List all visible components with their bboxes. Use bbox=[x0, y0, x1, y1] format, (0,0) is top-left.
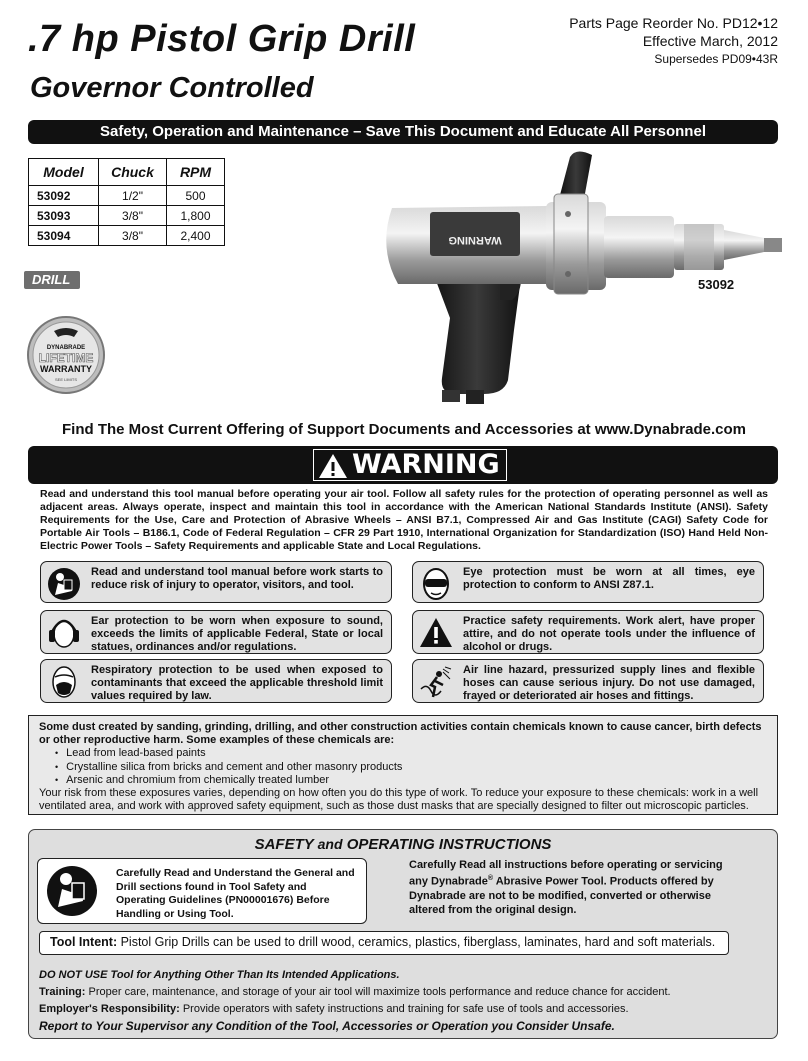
warranty-line2: WARRANTY bbox=[40, 364, 92, 374]
col-chuck: Chuck bbox=[99, 159, 167, 186]
spec-header-row bbox=[29, 159, 225, 186]
warning-card-text: Practice safety requirements. Work alert, have proper attire, and do not operate tools under the influence of alcohol or drugs. bbox=[463, 615, 755, 653]
lifetime-warranty-badge bbox=[26, 315, 106, 395]
supersedes: Supersedes PD09•43R bbox=[654, 52, 778, 66]
report-line: Report to Your Supervisor any Condition of the Tool, Accessories or Operation you Consider Unsafe. bbox=[39, 1019, 615, 1033]
ear-protection-icon bbox=[47, 616, 81, 650]
carefully-text-a: Carefully Read all instructions before operating or servicing any Dynabrade bbox=[409, 859, 723, 888]
chemical-list bbox=[39, 747, 767, 787]
alert-triangle-icon bbox=[419, 616, 453, 650]
reorder-number: Parts Page Reorder No. PD12•12 bbox=[569, 15, 778, 31]
cell-model: 53093 bbox=[29, 206, 99, 226]
tool-intent-box bbox=[39, 931, 729, 955]
tool-intent-text: Pistol Grip Drills can be used to drill wood, ceramics, plastics, fiberglass, laminates, hard and soft materials. bbox=[117, 935, 716, 949]
title-main: .7 hp Pistol Grip Drill bbox=[28, 18, 416, 60]
reorder-info bbox=[569, 14, 778, 68]
carefully-read-text bbox=[409, 858, 727, 917]
read-guidelines-box bbox=[37, 858, 367, 924]
drill-tag: DRILL bbox=[24, 271, 80, 289]
registered-mark: ® bbox=[487, 875, 494, 882]
warning-card-manual bbox=[40, 561, 392, 603]
warning-card-text: Air line hazard, pressurized supply lines and flexible hoses can cause serious injury. Do not use damaged, frayed or deteriorated air hoses and fittings. bbox=[463, 664, 755, 702]
cell-rpm: 1,800 bbox=[167, 206, 225, 226]
carefully-text-b: Abrasive Power Tool. Products offered by Dynabrade are not to be modified, converted or otherwise altered from the original design. bbox=[409, 875, 714, 916]
read-guidelines-text: Carefully Read and Understand the General and Drill sections found in Tool Safety and Operating Guidelines (PN00001676) Before Handling or Using Tool. bbox=[116, 867, 355, 920]
safety-heading-a: SAFETY bbox=[254, 836, 314, 853]
safety-instructions-panel bbox=[28, 829, 778, 1039]
warning-card-eye bbox=[412, 561, 764, 603]
tool-intent-label: Tool Intent: bbox=[50, 935, 118, 949]
safety-heading-b: OPERATING INSTRUCTIONS bbox=[346, 836, 552, 853]
title-sub: Governor Controlled bbox=[30, 72, 314, 104]
warning-card-alert bbox=[412, 610, 764, 654]
cell-model: 53092 bbox=[29, 186, 99, 206]
employer-text: Provide operators with safety instructions and training for safe use of tools and accessories. bbox=[179, 1003, 629, 1015]
dust-outro: Your risk from these exposures varies, depending on how often you do this type of work. To reduce your exposure to these chemicals: work in a well ventilated area, and work with approved safety equipment, such as those dust masks that are specially designed to filter out microscopic particles. bbox=[39, 787, 759, 813]
dust-warning-box bbox=[28, 715, 778, 815]
safety-glasses-icon bbox=[419, 567, 453, 601]
find-documents-line: Find The Most Current Offering of Support Documents and Accessories at www.Dynabrade.com bbox=[62, 421, 746, 438]
air-hose-hazard-icon bbox=[419, 665, 453, 699]
warranty-line3: SEE LIMITS bbox=[54, 377, 78, 382]
warranty-brand: DYNABRADE bbox=[46, 345, 86, 351]
list-item: • Arsenic and chromium from chemically treated lumber bbox=[55, 774, 767, 787]
warning-card-text: Respiratory protection to be used when exposed to contaminants that exceed the applicable threshold limit values required by law. bbox=[91, 664, 383, 702]
table-row bbox=[29, 226, 225, 246]
cell-rpm: 500 bbox=[167, 186, 225, 206]
product-model-number: 53092 bbox=[698, 277, 735, 292]
list-item: • Lead from lead-based paints bbox=[55, 747, 767, 760]
table-row bbox=[29, 206, 225, 226]
cell-rpm: 2,400 bbox=[167, 226, 225, 246]
effective-date: Effective March, 2012 bbox=[642, 33, 778, 49]
warning-card-respirator bbox=[40, 659, 392, 703]
safety-heading bbox=[29, 836, 777, 853]
dust-intro: Some dust created by sanding, grinding, drilling, and other construction activities contain chemicals known to cause cancer, birth defects or other reproductive harm. Some examples of these chemicals are: bbox=[39, 721, 762, 747]
employer-label: Employer's Responsibility: bbox=[39, 1003, 180, 1015]
manual-reader-icon bbox=[47, 567, 81, 601]
safety-lines bbox=[39, 967, 769, 1035]
training-text: Proper care, maintenance, and storage of your air tool will maximize tools performance and reduce chance for accident. bbox=[85, 986, 671, 998]
training-line bbox=[39, 984, 769, 1001]
warning-intro: Read and understand this tool manual before operating your air tool. Follow all safety rules for the protection of operating personnel as well as adjacent areas. Always operate, inspect and maintain this tool in accordance with the American National Standards Institute (ANSI). Safety Requirements for the Use, Care and Protection of Abrasive Wheels – ANSI B7.1, Compressed Air and Gas Institute (CAGI) Safety Code for Portable Air Tools – B186.1, Code of Federal Regulation – CFR 29 Part 1910, International Organization for Standardization (ISO) Hand Held Non-Electric Power Tools – Safety Requirements and applicable State and Local Regulations. bbox=[40, 488, 768, 552]
warning-card-text: Read and understand tool manual before work starts to reduce risk of injury to operator, visitors, and tool. bbox=[91, 566, 383, 591]
respirator-icon bbox=[47, 665, 81, 699]
warranty-line1: LIFETIME bbox=[38, 351, 94, 365]
warning-card-text: Eye protection must be worn at all times, eye protection to conform to ANSI Z87.1. bbox=[463, 566, 755, 591]
safety-banner: Safety, Operation and Maintenance – Save This Document and Educate All Personnel bbox=[28, 120, 778, 144]
manual-reader-icon bbox=[46, 865, 98, 917]
list-item: • Crystalline silica from bricks and cement and other masonry products bbox=[55, 761, 767, 774]
cell-chuck: 3/8" bbox=[99, 226, 167, 246]
warning-heading: WARNING bbox=[352, 449, 500, 480]
cell-chuck: 1/2" bbox=[99, 186, 167, 206]
warning-bar bbox=[28, 446, 778, 484]
cell-chuck: 3/8" bbox=[99, 206, 167, 226]
employer-line bbox=[39, 1001, 769, 1018]
col-model: Model bbox=[29, 159, 99, 186]
table-row bbox=[29, 186, 225, 206]
product-warning-label: WARNING bbox=[448, 234, 502, 246]
spec-table bbox=[28, 158, 225, 246]
warning-card-text: Ear protection to be worn when exposure to sound, exceeds the limits of applicable Federal, State or local statues, ordinances and/or regulations. bbox=[91, 615, 383, 653]
do-not-use-line: DO NOT USE Tool for Anything Other Than Its Intended Applications. bbox=[39, 969, 400, 981]
warning-label bbox=[313, 449, 507, 481]
training-label: Training: bbox=[39, 986, 86, 998]
warning-card-airline bbox=[412, 659, 764, 703]
safety-heading-and: and bbox=[317, 836, 343, 852]
col-rpm: RPM bbox=[167, 159, 225, 186]
warning-triangle-icon bbox=[318, 453, 348, 479]
warning-card-ear bbox=[40, 610, 392, 654]
cell-model: 53094 bbox=[29, 226, 99, 246]
